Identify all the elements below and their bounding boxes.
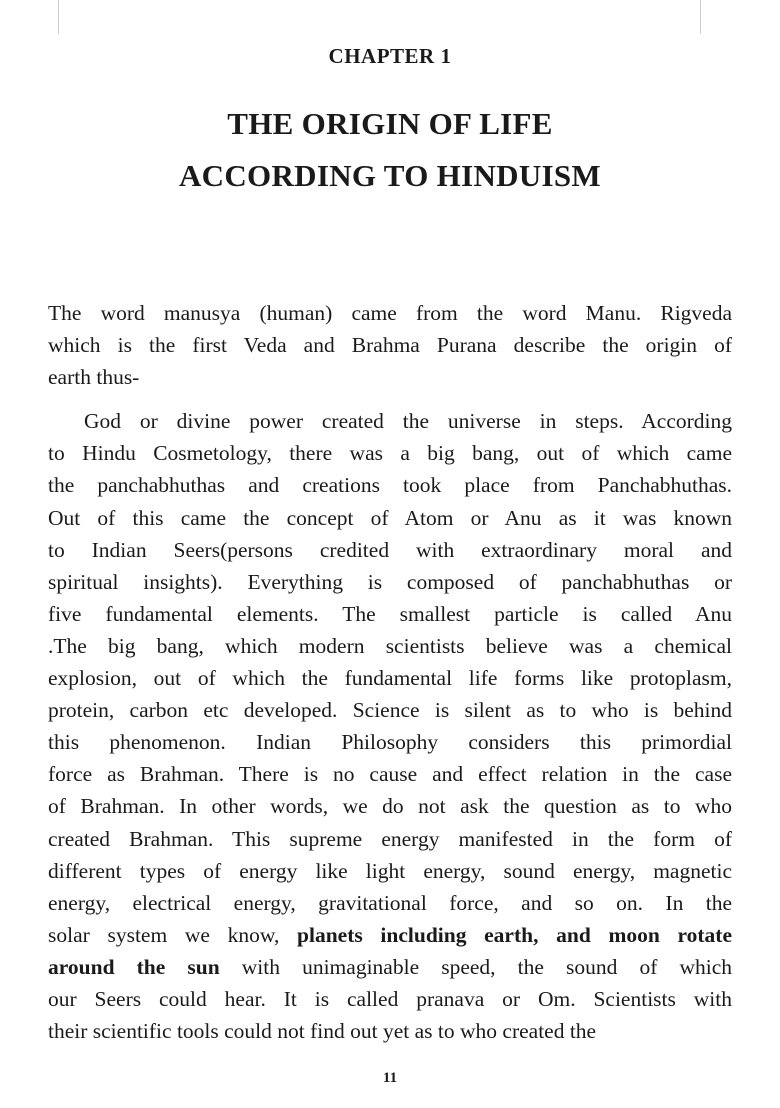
text-segment: created Brahman. This supreme energy manifested in the form of: [48, 826, 732, 851]
text-line: [48, 534, 732, 566]
chapter-title-line-2: ACCORDING TO HINDUISM: [179, 158, 601, 193]
text-line: [48, 758, 732, 790]
text-segment: of Brahman. In other words, we do not ask the question as to who: [48, 794, 732, 819]
text-line: [48, 951, 732, 983]
text-segment: the panchabhuthas and creations took place from Panchabhuthas.: [48, 473, 732, 498]
text-line: [48, 823, 732, 855]
text-line: [48, 1015, 732, 1047]
text-segment: .The big bang, which modern scientists believe was a chemical: [48, 633, 732, 658]
text-segment: Out of this came the concept of Atom or Anu as it was known: [48, 505, 732, 530]
chapter-label: CHAPTER 1: [328, 44, 452, 68]
body-text: [48, 297, 732, 1059]
text-segment: to Indian Seers(persons credited with extraordinary moral and: [48, 537, 732, 562]
text-segment: solar system we know,: [48, 922, 298, 947]
text-line: [48, 662, 732, 694]
text-segment: with unimaginable speed, the sound of which: [219, 954, 732, 979]
text-segment: earth thus-: [48, 365, 140, 390]
text-line: [48, 469, 732, 501]
paragraph: [48, 297, 732, 393]
chapter-title-line-1: THE ORIGIN OF LIFE: [227, 106, 553, 141]
text-segment: God or divine power created the universe in steps. According: [84, 409, 732, 434]
paragraph: [48, 405, 732, 1047]
text-line: [48, 630, 732, 662]
text-segment: this phenomenon. Indian Philosophy considers this primordial: [48, 730, 732, 755]
bold-text: planets including earth, and moon rotate: [297, 922, 733, 947]
text-segment: different types of energy like light energy, sound energy, magnetic: [48, 858, 732, 883]
text-segment: protein, carbon etc developed. Science is silent as to who is behind: [48, 698, 732, 723]
text-segment: which is the first Veda and Brahma Purana describe the origin of: [48, 333, 732, 358]
scan-margin-mark: [700, 0, 701, 34]
text-line: [48, 919, 732, 951]
text-segment: five fundamental elements. The smallest particle is called Anu: [48, 601, 732, 626]
text-segment: to Hindu Cosmetology, there was a big bang, out of which came: [48, 441, 732, 466]
scan-margin-mark: [58, 0, 59, 34]
text-line: [48, 329, 732, 361]
text-line: [48, 726, 732, 758]
text-line: [48, 983, 732, 1015]
text-segment: their scientific tools could not find out yet as to who created the: [48, 1019, 597, 1044]
text-segment: explosion, out of which the fundamental life forms like protoplasm,: [48, 666, 732, 691]
text-segment: force as Brahman. There is no cause and effect relation in the case: [48, 762, 732, 787]
text-line: [48, 361, 732, 393]
text-line: [48, 855, 732, 887]
text-line: [48, 598, 732, 630]
text-line: [48, 502, 732, 534]
text-line: [48, 694, 732, 726]
page-number: 11: [382, 1070, 398, 1086]
text-line: [48, 566, 732, 598]
bold-text: around the sun: [48, 954, 220, 979]
text-line: [48, 297, 732, 329]
text-segment: spiritual insights). Everything is composed of panchabhuthas or: [48, 569, 732, 594]
text-segment: energy, electrical energy, gravitational force, and so on. In the: [48, 890, 732, 915]
text-segment: our Seers could hear. It is called pranava or Om. Scientists with: [48, 986, 732, 1011]
text-segment: The word manusya (human) came from the word Manu. Rigveda: [48, 301, 732, 325]
text-line: [48, 790, 732, 822]
text-line: [48, 887, 732, 919]
text-line: [48, 405, 732, 437]
text-line: [48, 437, 732, 469]
